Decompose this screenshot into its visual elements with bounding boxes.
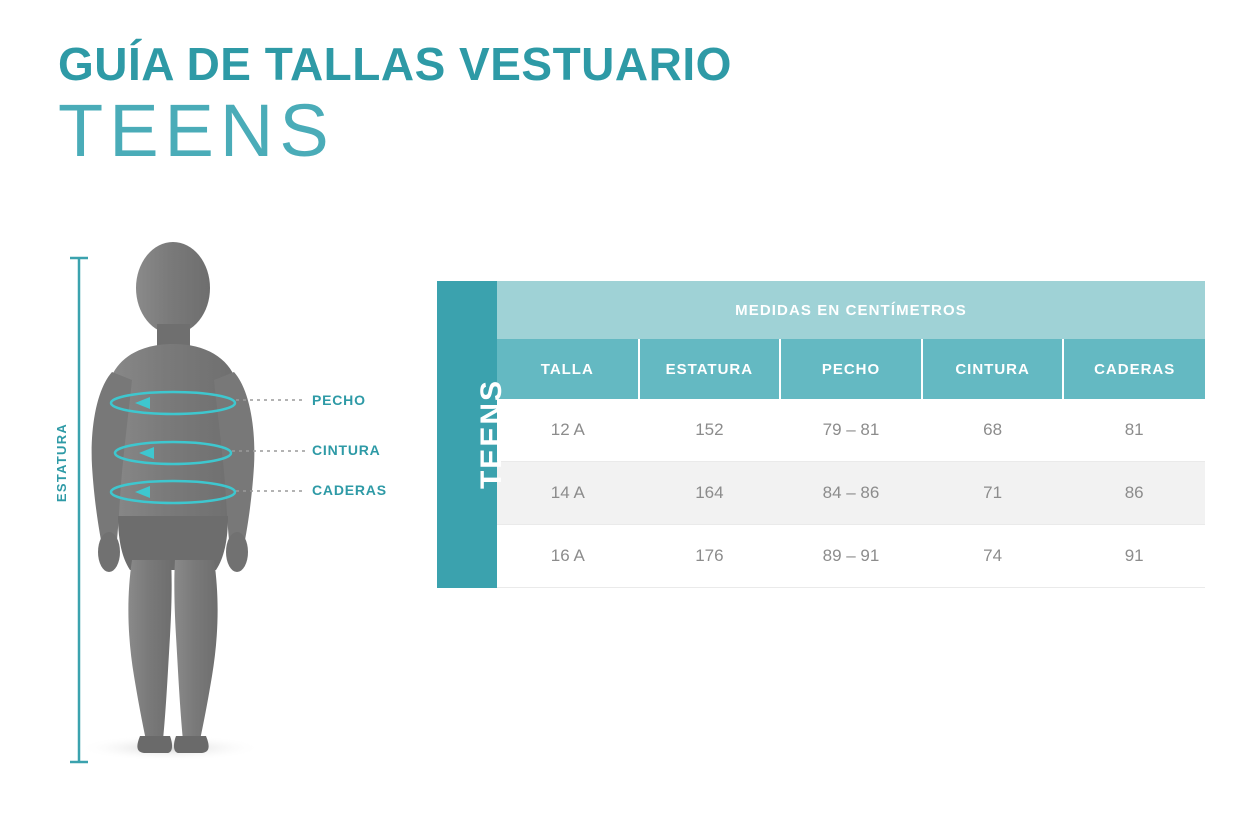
cell-pecho: 84 – 86 — [780, 462, 922, 525]
cell-talla: 14 A — [497, 462, 639, 525]
cell-caderas: 81 — [1063, 399, 1205, 462]
callout-label-pecho: PECHO — [312, 392, 366, 408]
table-banner-cell: MEDIDAS EN CENTÍMETROS — [497, 281, 1205, 339]
cell-estatura: 164 — [639, 462, 781, 525]
table-banner-row — [437, 281, 1205, 339]
callout-label-caderas: CADERAS — [312, 482, 387, 498]
column-header-pecho: PECHO — [780, 339, 922, 399]
cell-pecho: 89 – 91 — [780, 525, 922, 588]
column-header-talla: TALLA — [497, 339, 639, 399]
table-row-header-label: TEENS — [475, 379, 509, 490]
title-secondary: TEENS — [58, 89, 335, 173]
size-table — [437, 281, 1205, 588]
cell-caderas: 91 — [1063, 525, 1205, 588]
column-header-caderas: CADERAS — [1063, 339, 1205, 399]
mannequin-silhouette — [40, 240, 460, 780]
estatura-axis-label: ESTATURA — [54, 422, 70, 503]
cell-cintura: 74 — [922, 525, 1064, 588]
page-title — [58, 38, 732, 173]
column-header-estatura: ESTATURA — [639, 339, 781, 399]
column-header-cintura: CINTURA — [922, 339, 1064, 399]
cell-estatura: 176 — [639, 525, 781, 588]
cell-caderas: 86 — [1063, 462, 1205, 525]
cell-talla: 12 A — [497, 399, 639, 462]
table-row — [437, 462, 1205, 525]
size-table-container — [437, 281, 1205, 588]
cell-pecho: 79 – 81 — [780, 399, 922, 462]
table-row-header-teens — [437, 281, 509, 588]
table-header-row — [437, 339, 1205, 399]
cell-cintura: 71 — [922, 462, 1064, 525]
cell-talla: 16 A — [497, 525, 639, 588]
title-primary: GUÍA DE TALLAS VESTUARIO — [58, 38, 732, 90]
callout-label-cintura: CINTURA — [312, 442, 381, 458]
table-row — [437, 399, 1205, 462]
cell-cintura: 68 — [922, 399, 1064, 462]
mannequin-figure-area — [40, 240, 460, 780]
table-row — [437, 525, 1205, 588]
cell-estatura: 152 — [639, 399, 781, 462]
